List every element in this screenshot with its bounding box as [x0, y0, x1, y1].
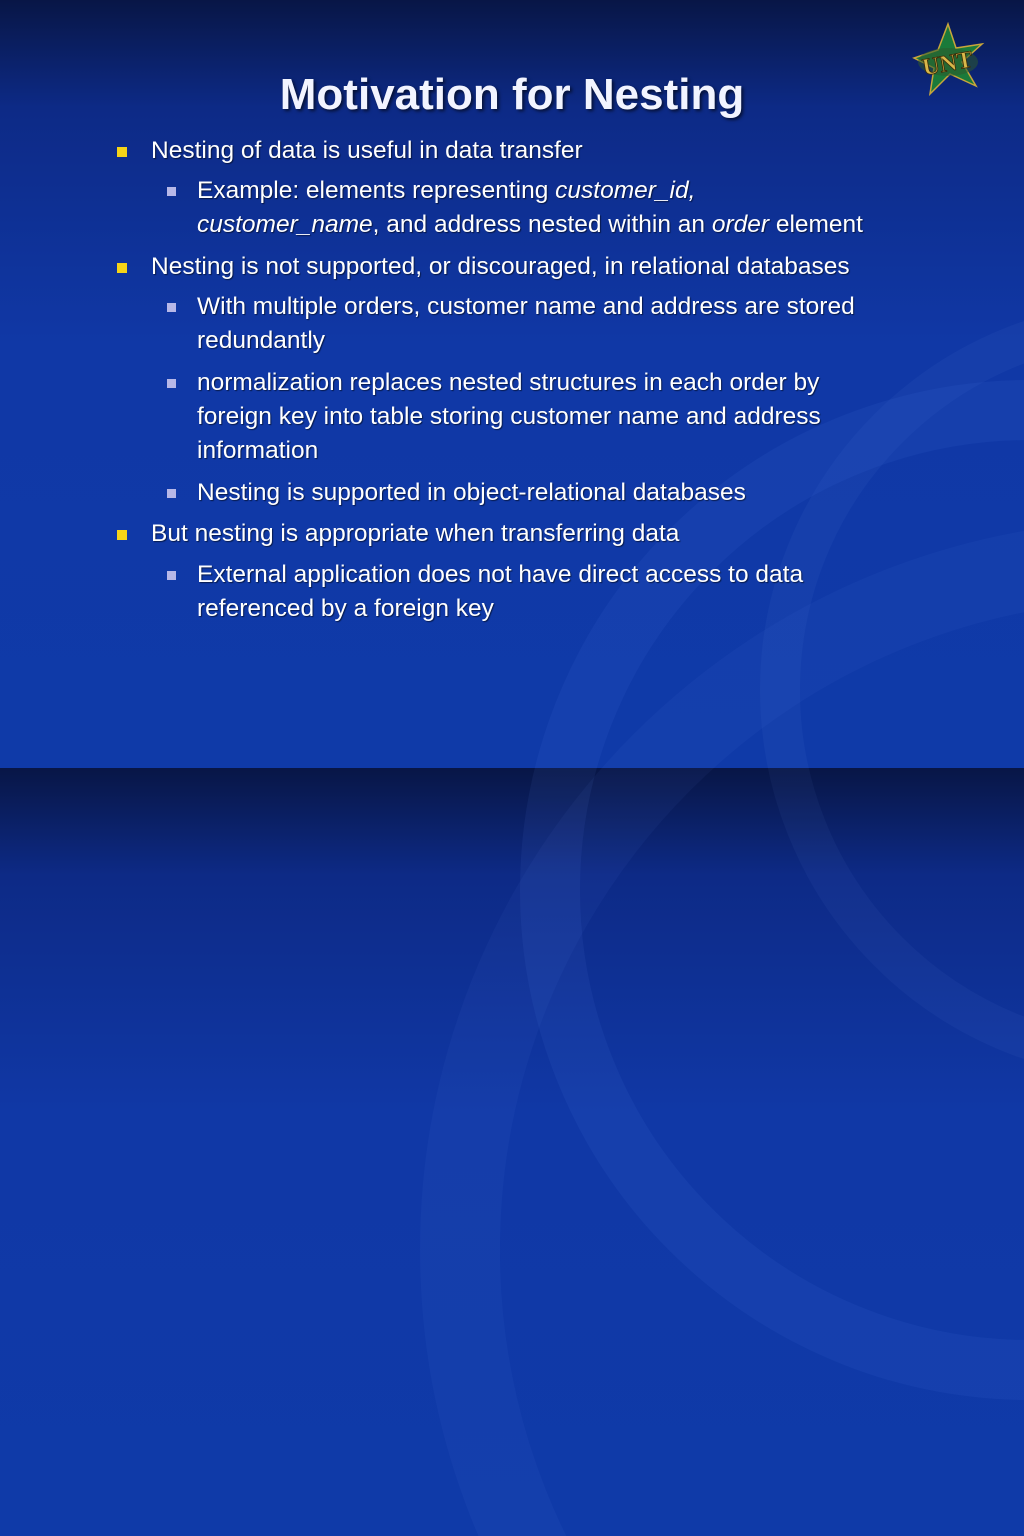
svg-text:UNT: UNT: [920, 46, 975, 82]
sub-bullet-item: Nesting is supported in object-relational databases: [197, 476, 746, 510]
bullet-square-icon: [117, 147, 127, 157]
bullet-item: Nesting is not supported, or discouraged, in relational databases: [151, 250, 850, 284]
sub-bullet-square-icon: [167, 303, 176, 312]
sub-bullet-continuation: foreign key into table storing customer name and address: [197, 403, 821, 430]
bullet-item: Nesting of data is useful in data transfer: [151, 134, 583, 168]
sub-bullet-square-icon: [167, 379, 176, 388]
sub-bullet-continuation: referenced by a foreign key: [197, 595, 494, 622]
sub-bullet-item: Example: elements representing customer_id,: [197, 174, 695, 208]
sub-bullet-continuation: customer_name, and address nested within an order element: [197, 211, 863, 238]
sub-bullet-square-icon: [167, 571, 176, 580]
sub-bullet-square-icon: [167, 187, 176, 196]
sub-bullet-continuation: redundantly: [197, 327, 326, 354]
slide-title: Motivation for Nesting: [279, 70, 745, 119]
sub-bullet-item: With multiple orders, customer name and address are stored: [197, 290, 855, 324]
sub-bullet-item: normalization replaces nested structures in each order by: [197, 366, 819, 400]
bullet-square-icon: [117, 530, 127, 540]
bullet-item: But nesting is appropriate when transferring data: [151, 517, 679, 551]
sub-bullet-square-icon: [167, 489, 176, 498]
sub-bullet-item: External application does not have direct access to data: [197, 558, 803, 592]
background-swoosh: [420, 520, 1024, 1536]
bullet-square-icon: [117, 263, 127, 273]
sub-bullet-continuation: information: [197, 437, 319, 464]
